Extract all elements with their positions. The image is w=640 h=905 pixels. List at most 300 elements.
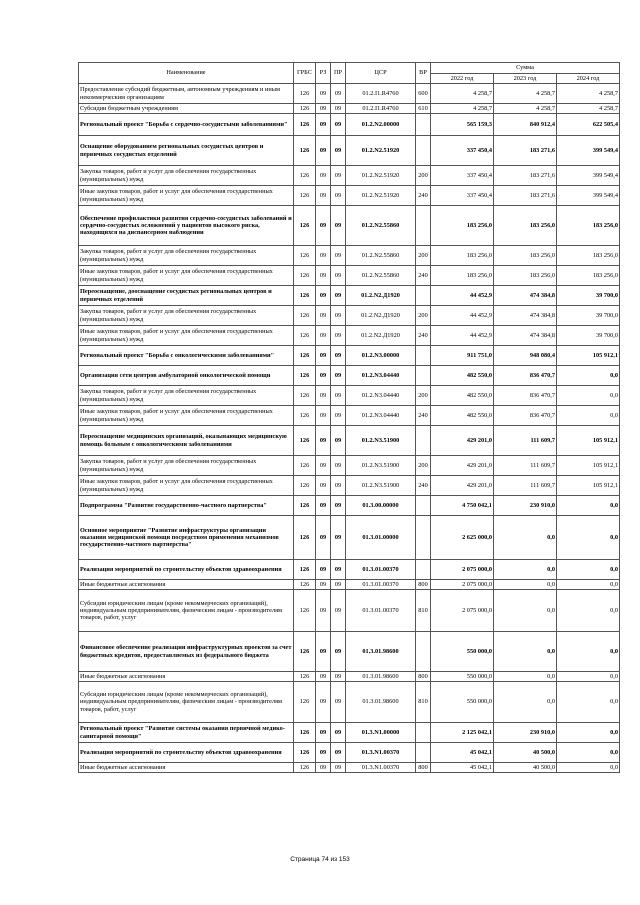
row-rz-cell: 09 bbox=[316, 516, 331, 560]
row-csr-cell: 01.2.I1.R4760 bbox=[346, 104, 416, 114]
row-2023-cell: 111 609,7 bbox=[494, 426, 557, 456]
table-row bbox=[79, 186, 620, 206]
row-name-cell: Закупка товаров, работ и услуг для обеспечения государственных (муниципальных) нужд bbox=[79, 166, 294, 186]
row-2022-cell: 337 450,4 bbox=[431, 136, 494, 166]
row-csr-cell: 01.2.N3.51900 bbox=[346, 456, 416, 476]
row-csr-cell: 01.3.01.00000 bbox=[346, 516, 416, 560]
row-csr-cell: 01.3.N1.00000 bbox=[346, 723, 416, 743]
row-2022-cell: 482 550,0 bbox=[431, 386, 494, 406]
row-csr-cell: 01.3.01.00370 bbox=[346, 560, 416, 580]
row-grbs-cell: 126 bbox=[294, 166, 316, 186]
row-2024-cell: 0,0 bbox=[557, 386, 620, 406]
row-2022-cell: 44 452,9 bbox=[431, 286, 494, 306]
row-grbs-cell: 126 bbox=[294, 590, 316, 632]
row-pr-cell: 09 bbox=[331, 516, 346, 560]
row-2024-cell: 0,0 bbox=[557, 496, 620, 516]
row-2024-cell: 399 549,4 bbox=[557, 186, 620, 206]
row-2023-cell: 0,0 bbox=[494, 516, 557, 560]
row-rz-cell: 09 bbox=[316, 166, 331, 186]
row-pr-cell: 09 bbox=[331, 496, 346, 516]
row-2022-cell: 337 450,4 bbox=[431, 166, 494, 186]
row-vr-cell: 800 bbox=[416, 763, 431, 773]
row-pr-cell: 09 bbox=[331, 406, 346, 426]
row-grbs-cell: 126 bbox=[294, 136, 316, 166]
row-rz-cell: 09 bbox=[316, 114, 331, 136]
row-name-cell: Иные закупки товаров, работ и услуг для обеспечения государственных (муниципальных) нужд bbox=[79, 186, 294, 206]
row-name-cell: Переоснащение, дооснащение сосудистых региональных центров и первичных отделений bbox=[79, 286, 294, 306]
row-vr-cell: 200 bbox=[416, 306, 431, 326]
row-name-cell: Организация сети центров амбулаторной онкологической помощи bbox=[79, 366, 294, 386]
row-grbs-cell: 126 bbox=[294, 560, 316, 580]
row-pr-cell: 09 bbox=[331, 580, 346, 590]
row-vr-cell bbox=[416, 560, 431, 580]
row-rz-cell: 09 bbox=[316, 186, 331, 206]
row-vr-cell: 240 bbox=[416, 186, 431, 206]
row-vr-cell: 200 bbox=[416, 246, 431, 266]
row-csr-cell: 01.3.N1.00370 bbox=[346, 763, 416, 773]
table-row bbox=[79, 246, 620, 266]
row-2022-cell: 429 201,0 bbox=[431, 476, 494, 496]
row-2024-cell: 0,0 bbox=[557, 743, 620, 763]
table-row bbox=[79, 476, 620, 496]
row-rz-cell: 09 bbox=[316, 743, 331, 763]
row-name-cell: Предоставление субсидий бюджетным, автономным учреждениям и иным некоммерческим организациям bbox=[79, 84, 294, 104]
row-2024-cell: 0,0 bbox=[557, 580, 620, 590]
table-row bbox=[79, 166, 620, 186]
row-name-cell: Иные закупки товаров, работ и услуг для обеспечения государственных (муниципальных) нужд bbox=[79, 476, 294, 496]
row-grbs-cell: 126 bbox=[294, 206, 316, 246]
row-2022-cell: 429 201,0 bbox=[431, 456, 494, 476]
row-csr-cell: 01.2.N2.55860 bbox=[346, 266, 416, 286]
row-2023-cell: 183 256,0 bbox=[494, 206, 557, 246]
row-2024-cell: 39 700,0 bbox=[557, 326, 620, 346]
row-pr-cell: 09 bbox=[331, 286, 346, 306]
row-2022-cell: 482 550,0 bbox=[431, 406, 494, 426]
row-name-cell: Финансовое обеспечение реализации инфраструктурных проектов за счет бюджетных кредитов, предоставляемых из федерального бюджета bbox=[79, 632, 294, 672]
row-grbs-cell: 126 bbox=[294, 580, 316, 590]
row-vr-cell: 810 bbox=[416, 682, 431, 723]
table-row bbox=[79, 346, 620, 366]
row-csr-cell: 01.2.N2.51920 bbox=[346, 166, 416, 186]
row-rz-cell: 09 bbox=[316, 266, 331, 286]
row-2023-cell: 111 609,7 bbox=[494, 476, 557, 496]
row-2023-cell: 836 470,7 bbox=[494, 386, 557, 406]
table-row bbox=[79, 580, 620, 590]
row-pr-cell: 09 bbox=[331, 206, 346, 246]
row-2022-cell: 44 452,9 bbox=[431, 306, 494, 326]
table-row bbox=[79, 590, 620, 632]
row-2023-cell: 4 258,7 bbox=[494, 84, 557, 104]
row-grbs-cell: 126 bbox=[294, 114, 316, 136]
row-2023-cell: 183 256,0 bbox=[494, 246, 557, 266]
row-name-cell: Закупка товаров, работ и услуг для обеспечения государственных (муниципальных) нужд bbox=[79, 456, 294, 476]
row-pr-cell: 09 bbox=[331, 723, 346, 743]
row-name-cell: Оснащение оборудованием региональных сосудистых центров и первичных сосудистых отделений bbox=[79, 136, 294, 166]
row-vr-cell bbox=[416, 136, 431, 166]
row-2023-cell: 474 384,8 bbox=[494, 326, 557, 346]
row-2022-cell: 2 075 000,0 bbox=[431, 580, 494, 590]
row-rz-cell: 09 bbox=[316, 672, 331, 682]
table-row bbox=[79, 456, 620, 476]
row-pr-cell: 09 bbox=[331, 560, 346, 580]
table-row bbox=[79, 386, 620, 406]
row-pr-cell: 09 bbox=[331, 346, 346, 366]
row-pr-cell: 09 bbox=[331, 386, 346, 406]
row-pr-cell: 09 bbox=[331, 84, 346, 104]
row-name-cell: Закупка товаров, работ и услуг для обеспечения государственных (муниципальных) нужд bbox=[79, 246, 294, 266]
row-2024-cell: 4 258,7 bbox=[557, 84, 620, 104]
header-rz: РЗ bbox=[316, 63, 331, 84]
row-2023-cell: 836 470,7 bbox=[494, 406, 557, 426]
table-header bbox=[79, 63, 620, 84]
row-2023-cell: 836 470,7 bbox=[494, 366, 557, 386]
row-2022-cell: 183 256,0 bbox=[431, 246, 494, 266]
row-name-cell: Региональный проект "Борьба с сердечно-сосудистыми заболеваниями" bbox=[79, 114, 294, 136]
row-vr-cell: 240 bbox=[416, 326, 431, 346]
row-rz-cell: 09 bbox=[316, 136, 331, 166]
table-row bbox=[79, 326, 620, 346]
row-2022-cell: 2 075 000,0 bbox=[431, 590, 494, 632]
row-name-cell: Реализация мероприятий по строительству объектов здравоохранения bbox=[79, 560, 294, 580]
header-year-2024: 2024 год bbox=[557, 74, 620, 84]
row-csr-cell: 01.2.N3.04440 bbox=[346, 366, 416, 386]
row-grbs-cell: 126 bbox=[294, 104, 316, 114]
row-2024-cell: 0,0 bbox=[557, 763, 620, 773]
table-row bbox=[79, 632, 620, 672]
table-row bbox=[79, 723, 620, 743]
row-pr-cell: 09 bbox=[331, 763, 346, 773]
row-grbs-cell: 126 bbox=[294, 743, 316, 763]
row-csr-cell: 01.2.N3.51900 bbox=[346, 476, 416, 496]
row-2024-cell: 0,0 bbox=[557, 723, 620, 743]
row-2024-cell: 0,0 bbox=[557, 590, 620, 632]
row-2022-cell: 565 159,3 bbox=[431, 114, 494, 136]
row-2022-cell: 183 256,0 bbox=[431, 266, 494, 286]
row-pr-cell: 09 bbox=[331, 186, 346, 206]
row-grbs-cell: 126 bbox=[294, 346, 316, 366]
table-row bbox=[79, 136, 620, 166]
table-row bbox=[79, 682, 620, 723]
row-grbs-cell: 126 bbox=[294, 516, 316, 560]
row-csr-cell: 01.2.I1.R4760 bbox=[346, 84, 416, 104]
row-pr-cell: 09 bbox=[331, 672, 346, 682]
row-csr-cell: 01.2.N2.55860 bbox=[346, 246, 416, 266]
table-row bbox=[79, 516, 620, 560]
header-pr: ПР bbox=[331, 63, 346, 84]
row-pr-cell: 09 bbox=[331, 366, 346, 386]
row-pr-cell: 09 bbox=[331, 266, 346, 286]
row-csr-cell: 01.2.N3.00000 bbox=[346, 346, 416, 366]
row-2022-cell: 337 450,4 bbox=[431, 186, 494, 206]
row-pr-cell: 09 bbox=[331, 426, 346, 456]
row-2022-cell: 550 000,0 bbox=[431, 682, 494, 723]
row-csr-cell: 01.3.01.00370 bbox=[346, 590, 416, 632]
row-2024-cell: 399 549,4 bbox=[557, 136, 620, 166]
row-2023-cell: 40 500,0 bbox=[494, 743, 557, 763]
row-rz-cell: 09 bbox=[316, 346, 331, 366]
row-vr-cell bbox=[416, 516, 431, 560]
row-csr-cell: 01.2.N2.00000 bbox=[346, 114, 416, 136]
table-row bbox=[79, 366, 620, 386]
row-2022-cell: 4 258,7 bbox=[431, 84, 494, 104]
row-rz-cell: 09 bbox=[316, 560, 331, 580]
row-grbs-cell: 126 bbox=[294, 386, 316, 406]
row-rz-cell: 09 bbox=[316, 580, 331, 590]
row-pr-cell: 09 bbox=[331, 246, 346, 266]
row-rz-cell: 09 bbox=[316, 682, 331, 723]
row-pr-cell: 09 bbox=[331, 306, 346, 326]
row-2023-cell: 4 258,7 bbox=[494, 104, 557, 114]
row-2023-cell: 0,0 bbox=[494, 590, 557, 632]
row-2022-cell: 183 256,0 bbox=[431, 206, 494, 246]
row-name-cell: Региональный проект "Развитие системы оказания первичной медико-санитарной помощи" bbox=[79, 723, 294, 743]
row-rz-cell: 09 bbox=[316, 386, 331, 406]
row-vr-cell bbox=[416, 366, 431, 386]
row-rz-cell: 09 bbox=[316, 456, 331, 476]
row-vr-cell: 240 bbox=[416, 266, 431, 286]
row-vr-cell: 240 bbox=[416, 476, 431, 496]
row-2024-cell: 0,0 bbox=[557, 366, 620, 386]
header-sum: Сумма bbox=[431, 63, 620, 74]
row-vr-cell bbox=[416, 114, 431, 136]
table-row bbox=[79, 84, 620, 104]
header-name: Наименование bbox=[79, 63, 294, 84]
row-rz-cell: 09 bbox=[316, 104, 331, 114]
table-row bbox=[79, 763, 620, 773]
row-rz-cell: 09 bbox=[316, 84, 331, 104]
row-name-cell: Иные бюджетные ассигнования bbox=[79, 672, 294, 682]
row-grbs-cell: 126 bbox=[294, 456, 316, 476]
header-year-2022: 2022 год bbox=[431, 74, 494, 84]
row-pr-cell: 09 bbox=[331, 456, 346, 476]
row-grbs-cell: 126 bbox=[294, 632, 316, 672]
row-name-cell: Субсидии бюджетным учреждениям bbox=[79, 104, 294, 114]
row-2023-cell: 474 384,8 bbox=[494, 306, 557, 326]
row-pr-cell: 09 bbox=[331, 166, 346, 186]
row-2023-cell: 183 271,6 bbox=[494, 186, 557, 206]
row-2023-cell: 230 910,0 bbox=[494, 496, 557, 516]
row-csr-cell: 01.2.N3.04440 bbox=[346, 406, 416, 426]
row-name-cell: Иные бюджетные ассигнования bbox=[79, 580, 294, 590]
row-name-cell: Субсидии юридическим лицам (кроме некоммерческих организаций), индивидуальным предпринимателям, физическим лицам - производителям товаров, работ, услуг bbox=[79, 682, 294, 723]
row-2024-cell: 0,0 bbox=[557, 632, 620, 672]
table-body bbox=[79, 84, 620, 773]
row-vr-cell bbox=[416, 346, 431, 366]
row-2024-cell: 0,0 bbox=[557, 672, 620, 682]
row-grbs-cell: 126 bbox=[294, 476, 316, 496]
table-row bbox=[79, 306, 620, 326]
row-vr-cell bbox=[416, 286, 431, 306]
row-2023-cell: 840 912,4 bbox=[494, 114, 557, 136]
row-pr-cell: 09 bbox=[331, 104, 346, 114]
row-pr-cell: 09 bbox=[331, 743, 346, 763]
row-csr-cell: 01.2.N2.51920 bbox=[346, 136, 416, 166]
row-2024-cell: 0,0 bbox=[557, 560, 620, 580]
row-rz-cell: 09 bbox=[316, 326, 331, 346]
budget-table bbox=[78, 62, 620, 773]
row-2022-cell: 4 258,7 bbox=[431, 104, 494, 114]
row-pr-cell: 09 bbox=[331, 590, 346, 632]
row-2024-cell: 39 700,0 bbox=[557, 306, 620, 326]
row-grbs-cell: 126 bbox=[294, 366, 316, 386]
row-grbs-cell: 126 bbox=[294, 682, 316, 723]
row-2022-cell: 2 625 000,0 bbox=[431, 516, 494, 560]
row-vr-cell bbox=[416, 206, 431, 246]
row-2024-cell: 183 256,0 bbox=[557, 206, 620, 246]
row-csr-cell: 01.2.N2.51920 bbox=[346, 186, 416, 206]
row-grbs-cell: 126 bbox=[294, 306, 316, 326]
row-2022-cell: 911 751,0 bbox=[431, 346, 494, 366]
table-row bbox=[79, 286, 620, 306]
row-name-cell: Иные закупки товаров, работ и услуг для обеспечения государственных (муниципальных) нужд bbox=[79, 326, 294, 346]
row-2024-cell: 183 256,0 bbox=[557, 246, 620, 266]
row-csr-cell: 01.2.N3.04440 bbox=[346, 386, 416, 406]
row-grbs-cell: 126 bbox=[294, 406, 316, 426]
table-row bbox=[79, 560, 620, 580]
row-rz-cell: 09 bbox=[316, 590, 331, 632]
row-grbs-cell: 126 bbox=[294, 326, 316, 346]
row-2024-cell: 105 912,1 bbox=[557, 456, 620, 476]
header-grbs: ГРБС bbox=[294, 63, 316, 84]
row-pr-cell: 09 bbox=[331, 326, 346, 346]
row-csr-cell: 01.2.N3.51900 bbox=[346, 426, 416, 456]
row-2024-cell: 183 256,0 bbox=[557, 266, 620, 286]
row-rz-cell: 09 bbox=[316, 763, 331, 773]
row-csr-cell: 01.3.00.00000 bbox=[346, 496, 416, 516]
row-2023-cell: 0,0 bbox=[494, 580, 557, 590]
header-vr: ВР bbox=[416, 63, 431, 84]
row-vr-cell bbox=[416, 632, 431, 672]
row-vr-cell: 240 bbox=[416, 406, 431, 426]
row-vr-cell bbox=[416, 496, 431, 516]
row-vr-cell: 800 bbox=[416, 672, 431, 682]
row-vr-cell: 600 bbox=[416, 84, 431, 104]
row-csr-cell: 01.3.01.98600 bbox=[346, 672, 416, 682]
row-csr-cell: 01.3.01.00370 bbox=[346, 580, 416, 590]
row-2024-cell: 622 505,4 bbox=[557, 114, 620, 136]
row-2023-cell: 183 271,6 bbox=[494, 166, 557, 186]
row-name-cell: Основное мероприятие "Развитие инфраструктуры организации оказания медицинской помощи посредством применения механизмов государственно-частного партнерства" bbox=[79, 516, 294, 560]
table-row bbox=[79, 426, 620, 456]
row-grbs-cell: 126 bbox=[294, 496, 316, 516]
row-pr-cell: 09 bbox=[331, 632, 346, 672]
row-rz-cell: 09 bbox=[316, 206, 331, 246]
table-row bbox=[79, 206, 620, 246]
row-grbs-cell: 126 bbox=[294, 286, 316, 306]
row-2022-cell: 429 201,0 bbox=[431, 426, 494, 456]
row-csr-cell: 01.3.01.98600 bbox=[346, 682, 416, 723]
row-name-cell: Региональный проект "Борьба с онкологическими заболеваниями" bbox=[79, 346, 294, 366]
page-number: Страница 74 из 153 bbox=[290, 856, 350, 863]
row-name-cell: Иные закупки товаров, работ и услуг для обеспечения государственных (муниципальных) нужд bbox=[79, 406, 294, 426]
row-pr-cell: 09 bbox=[331, 114, 346, 136]
row-2022-cell: 2 075 000,0 bbox=[431, 560, 494, 580]
row-2022-cell: 4 750 042,1 bbox=[431, 496, 494, 516]
row-csr-cell: 01.3.N1.00370 bbox=[346, 743, 416, 763]
row-2023-cell: 0,0 bbox=[494, 632, 557, 672]
row-vr-cell: 200 bbox=[416, 456, 431, 476]
row-grbs-cell: 126 bbox=[294, 84, 316, 104]
row-2022-cell: 2 125 042,1 bbox=[431, 723, 494, 743]
row-vr-cell bbox=[416, 743, 431, 763]
row-2024-cell: 39 700,0 bbox=[557, 286, 620, 306]
table-row bbox=[79, 672, 620, 682]
row-2022-cell: 45 042,1 bbox=[431, 743, 494, 763]
row-2022-cell: 45 042,1 bbox=[431, 763, 494, 773]
row-pr-cell: 09 bbox=[331, 136, 346, 166]
row-name-cell: Обеспечение профилактики развития сердечно-сосудистых заболеваний и сердечно-сосудистых осложнений у пациентов высокого риска, находящихся на диспансерном наблюдении bbox=[79, 206, 294, 246]
row-name-cell: Закупка товаров, работ и услуг для обеспечения государственных (муниципальных) нужд bbox=[79, 386, 294, 406]
row-rz-cell: 09 bbox=[316, 406, 331, 426]
row-2023-cell: 948 080,4 bbox=[494, 346, 557, 366]
table-row bbox=[79, 114, 620, 136]
row-csr-cell: 01.3.01.98600 bbox=[346, 632, 416, 672]
row-grbs-cell: 126 bbox=[294, 672, 316, 682]
row-name-cell: Реализация мероприятий по строительству объектов здравоохранения bbox=[79, 743, 294, 763]
table-row bbox=[79, 743, 620, 763]
row-name-cell: Иные закупки товаров, работ и услуг для обеспечения государственных (муниципальных) нужд bbox=[79, 266, 294, 286]
row-rz-cell: 09 bbox=[316, 476, 331, 496]
row-vr-cell: 200 bbox=[416, 166, 431, 186]
table-row bbox=[79, 104, 620, 114]
row-2024-cell: 105 912,1 bbox=[557, 426, 620, 456]
row-name-cell: Переоснащение медицинских организаций, оказывающих медицинскую помощь больным с онкологическими заболеваниями bbox=[79, 426, 294, 456]
row-2024-cell: 105 912,1 bbox=[557, 476, 620, 496]
row-2023-cell: 474 384,8 bbox=[494, 286, 557, 306]
header-csr: ЦСР bbox=[346, 63, 416, 84]
row-2024-cell: 0,0 bbox=[557, 406, 620, 426]
table-row bbox=[79, 496, 620, 516]
row-vr-cell: 610 bbox=[416, 104, 431, 114]
row-rz-cell: 09 bbox=[316, 366, 331, 386]
row-2023-cell: 40 500,0 bbox=[494, 763, 557, 773]
row-vr-cell: 800 bbox=[416, 580, 431, 590]
table-row bbox=[79, 406, 620, 426]
row-2023-cell: 183 256,0 bbox=[494, 266, 557, 286]
row-2024-cell: 105 912,1 bbox=[557, 346, 620, 366]
row-2023-cell: 0,0 bbox=[494, 560, 557, 580]
row-2023-cell: 0,0 bbox=[494, 672, 557, 682]
row-rz-cell: 09 bbox=[316, 632, 331, 672]
row-2023-cell: 111 609,7 bbox=[494, 456, 557, 476]
row-pr-cell: 09 bbox=[331, 476, 346, 496]
row-name-cell: Иные бюджетные ассигнования bbox=[79, 763, 294, 773]
table-row bbox=[79, 266, 620, 286]
row-csr-cell: 01.2.N2.Д1920 bbox=[346, 306, 416, 326]
row-2024-cell: 0,0 bbox=[557, 516, 620, 560]
row-2024-cell: 399 549,4 bbox=[557, 166, 620, 186]
row-grbs-cell: 126 bbox=[294, 763, 316, 773]
header-year-2023: 2023 год bbox=[494, 74, 557, 84]
row-grbs-cell: 126 bbox=[294, 186, 316, 206]
row-csr-cell: 01.2.N2.Д1920 bbox=[346, 326, 416, 346]
row-2022-cell: 550 000,0 bbox=[431, 672, 494, 682]
row-rz-cell: 09 bbox=[316, 306, 331, 326]
row-2022-cell: 482 550,0 bbox=[431, 366, 494, 386]
row-2022-cell: 550 000,0 bbox=[431, 632, 494, 672]
row-2024-cell: 0,0 bbox=[557, 682, 620, 723]
row-vr-cell: 810 bbox=[416, 590, 431, 632]
row-vr-cell: 200 bbox=[416, 386, 431, 406]
row-2023-cell: 230 910,0 bbox=[494, 723, 557, 743]
row-grbs-cell: 126 bbox=[294, 723, 316, 743]
row-vr-cell bbox=[416, 426, 431, 456]
row-name-cell: Подпрограмма "Развитие государственно-частного партнерства" bbox=[79, 496, 294, 516]
row-grbs-cell: 126 bbox=[294, 266, 316, 286]
row-csr-cell: 01.2.N2.55860 bbox=[346, 206, 416, 246]
row-rz-cell: 09 bbox=[316, 426, 331, 456]
row-rz-cell: 09 bbox=[316, 246, 331, 266]
